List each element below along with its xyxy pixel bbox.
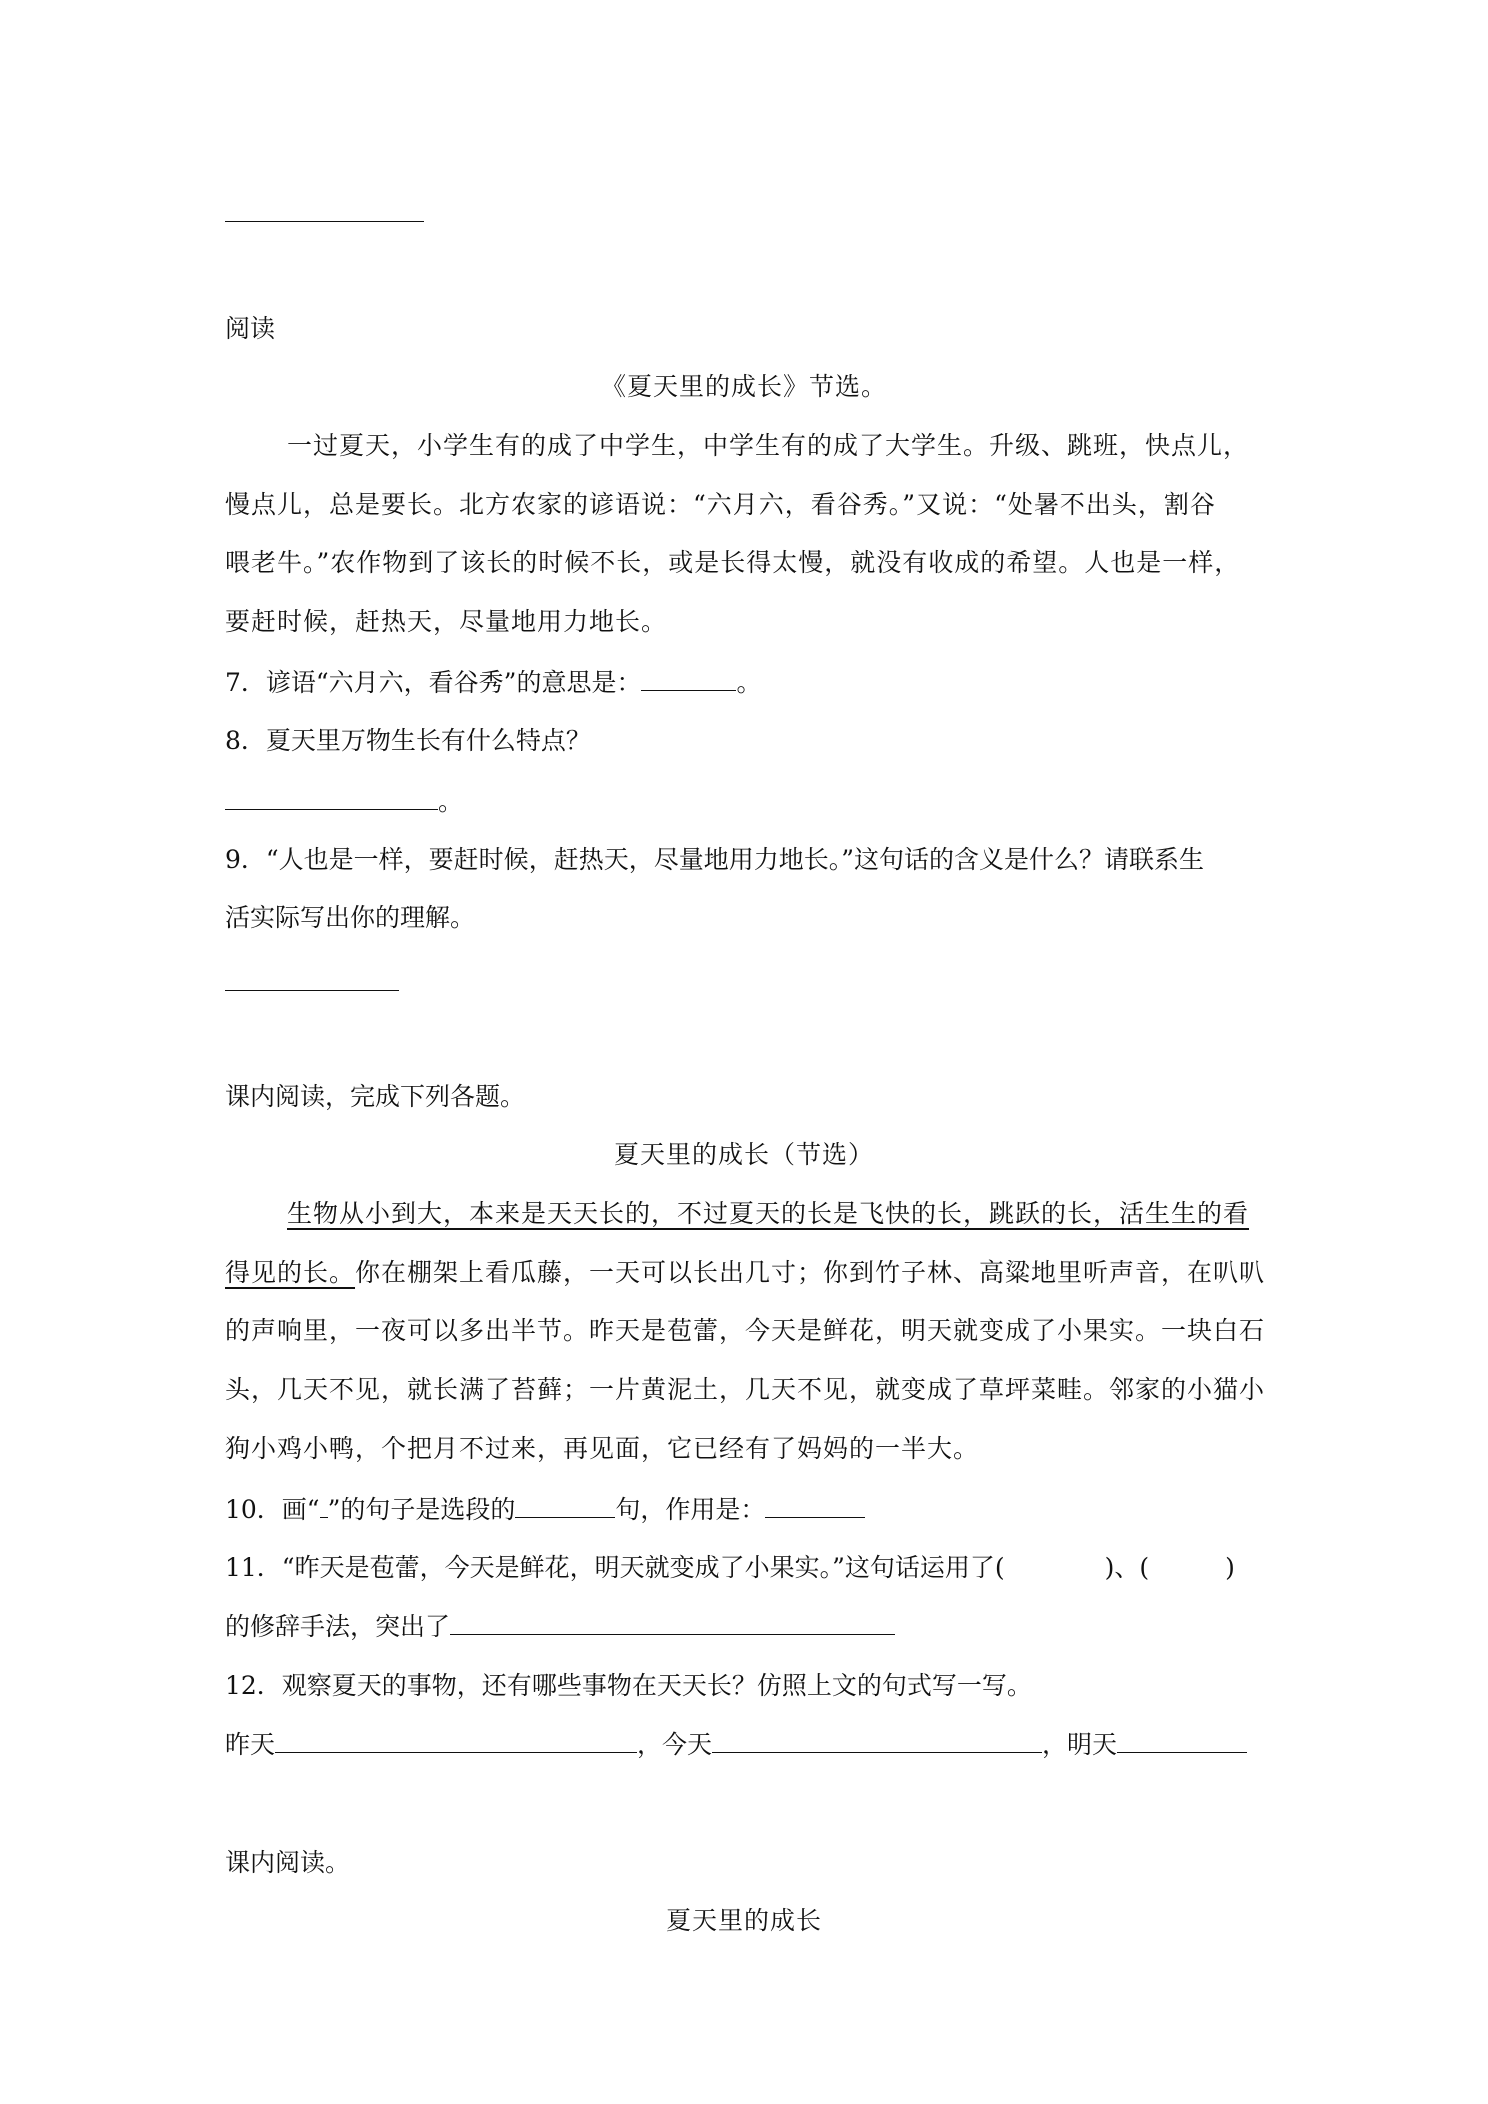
passage-text: 你在棚架上看瓜藤，一天可以长出几寸；你到竹子林、高粱地里听声音，在叭叭 [355, 1258, 1266, 1287]
passage-line: 慢点儿，总是要长。北方农家的谚语说：“六月六，看谷秀。”又说：“处暑不出头，割谷 [225, 490, 1216, 519]
passage-title: 夏天里的成长（节选） [613, 1140, 874, 1169]
question-9: 9．“人也是一样，要赶时候，赶热天，尽量地用力地长。”这句话的含义是什么？请联系生 [225, 845, 1204, 874]
question-9-cont: 活实际写出你的理解。 [225, 903, 476, 932]
question-11-cont [225, 1610, 895, 1644]
passage-line: 一过夏天，小学生有的成了中学生，中学生有的成了大学生。升级、跳班，快点儿， [287, 431, 1250, 460]
answer-line[interactable] [225, 990, 399, 991]
question-text: 的修辞手法，突出了 [225, 1612, 451, 1641]
passage-title: 《夏天里的成长》节选。 [600, 372, 887, 401]
question-text: ，明天 [1042, 1730, 1118, 1759]
passage-line: 头，几天不见，就长满了苔藓；一片黄泥土，几天不见，就变成了草坪菜畦。邻家的小猫小 [225, 1375, 1266, 1404]
answer-line [225, 221, 424, 222]
section-heading: 阅读 [225, 314, 276, 343]
question-8: 8．夏天里万物生长有什么特点？ [225, 726, 591, 755]
question-text: 昨天 [225, 1730, 276, 1759]
question-12: 12．观察夏天的事物，还有哪些事物在天天长？仿照上文的句式写一写。 [225, 1671, 1032, 1700]
passage-line: 喂老牛。”农作物到了该长的时候不长，或是长得太慢，就没有收成的希望。人也是一样， [225, 548, 1241, 577]
passage-line: 的声响里，一夜可以多出半节。昨天是苞蕾，今天是鲜花，明天就变成了小果实。一块白石 [225, 1316, 1266, 1345]
answer-blank[interactable] [225, 785, 438, 810]
answer-blank[interactable] [641, 666, 736, 691]
answer-blank[interactable] [450, 1610, 895, 1635]
underlined-sentence: 生物从小到大，本来是天天长的，不过夏天的长是飞快的长，跳跃的长，活生生的看 [287, 1199, 1250, 1228]
passage-line: 狗小鸡小鸭，个把月不过来，再见面，它已经有了妈妈的一半大。 [225, 1434, 980, 1463]
question-text: 7．谚语“六月六，看谷秀”的意思是： [225, 668, 642, 697]
question-8-answer [225, 785, 463, 819]
answer-blank[interactable] [765, 1493, 865, 1518]
passage-line: 要赶时候，赶热天，尽量地用力地长。 [225, 607, 668, 636]
passage-line [287, 1197, 1249, 1231]
answer-blank[interactable] [1117, 1728, 1247, 1753]
passage-title: 夏天里的成长 [665, 1906, 822, 1935]
passage-line [225, 1256, 1265, 1290]
section-heading: 课内阅读，完成下列各题。 [225, 1082, 526, 1111]
question-text: ) [1225, 1553, 1235, 1582]
question-text: 。 [438, 787, 464, 816]
answer-blank[interactable] [712, 1728, 1042, 1753]
question-12-answer [225, 1728, 1247, 1762]
question-7 [225, 666, 761, 700]
question-text: 11．“昨天是苞蕾，今天是鲜花，明天就变成了小果实。”这句话运用了( [225, 1553, 1005, 1582]
question-text: ”的句子是选段的 [327, 1495, 516, 1524]
question-10 [225, 1493, 865, 1527]
question-11 [225, 1551, 1235, 1585]
underline-mark [320, 1493, 328, 1518]
answer-blank[interactable] [275, 1728, 637, 1753]
answer-blank[interactable] [515, 1493, 615, 1518]
section-heading: 课内阅读。 [225, 1848, 351, 1877]
question-text: 10．画“ [225, 1495, 320, 1524]
question-text: 句，作用是： [615, 1495, 766, 1524]
question-text: 。 [736, 668, 762, 697]
question-text: )、( [1104, 1553, 1150, 1582]
question-text: ，今天 [637, 1730, 713, 1759]
underlined-sentence: 得见的长。 [225, 1258, 356, 1287]
